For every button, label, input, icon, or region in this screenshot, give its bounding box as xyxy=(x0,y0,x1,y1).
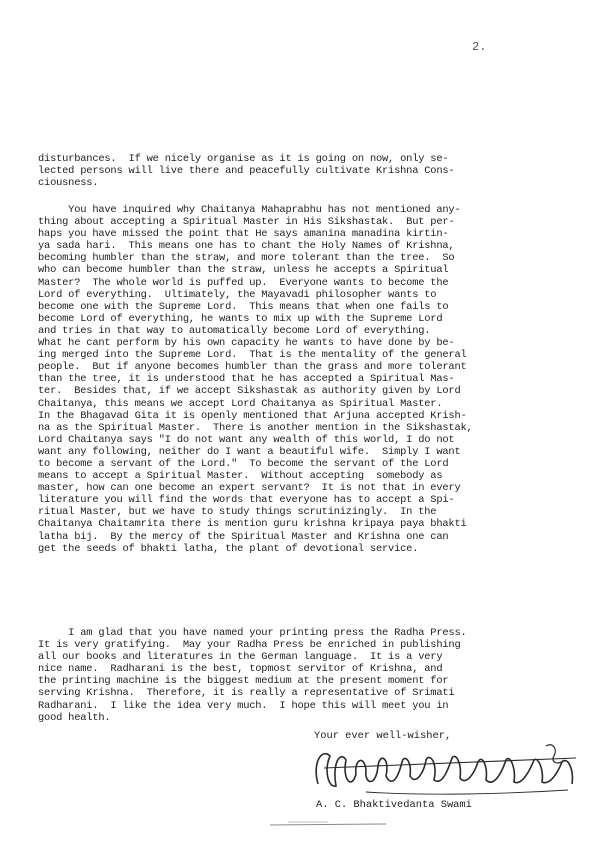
text-line: all our books and literatures in the German language. It is a very xyxy=(38,651,443,664)
text-line: latha bij. By the mercy of the Spiritual Master and Krishna one can xyxy=(38,530,449,543)
text-line: want any following, neither do I want a beautiful wife. Simply I want xyxy=(38,445,461,458)
text-line: lected persons will live there and peacefully cultivate Krishna Cons- xyxy=(38,165,455,178)
paragraph-1 xyxy=(38,153,582,189)
paragraph-2 xyxy=(38,204,582,555)
text-line: become Lord of everything, he wants to mix up with the Supreme Lord xyxy=(38,312,443,325)
text-line: the printing machine is the biggest medium at the present moment for xyxy=(38,675,449,688)
text-line: ritual Master, but we have to study things scrutinizingly. In the xyxy=(38,506,437,519)
text-line: You have inquired why Chaitanya Mahaprabhu has not mentioned any- xyxy=(38,204,461,216)
closing: Your ever well-wisher, xyxy=(314,730,452,742)
text-line: In the Bhagavad Gita it is openly mentioned that Arjuna accepted Krish- xyxy=(38,409,467,422)
text-line: literature you will find the words that everyone has to accept a Spi- xyxy=(38,494,455,507)
text-line: haps you have missed the point that He says amanina manadina kirtin- xyxy=(38,228,449,241)
text-line: people. But if anyone becomes humbler than the grass and more tolerant xyxy=(38,361,467,374)
text-line: Chaitanya, this means we accept Lord Chaitanya as Spiritual Master. xyxy=(38,397,443,410)
text-line: means to accept a Spiritual Master. Without accepting somebody as xyxy=(38,470,443,483)
text-line: Lord Chaitanya says "I do not want any wealth of this world, I do not xyxy=(38,433,455,446)
text-line: serving Krishna. Therefore, it is really a representative of Srimati xyxy=(38,687,455,700)
text-line: Master? The whole world is puffed up. Everyone wants to become the xyxy=(38,276,449,289)
text-line: get the seeds of bhakti latha, the plant of devotional service. xyxy=(38,542,419,555)
text-line: I am glad that you have named your printing press the Radha Press. xyxy=(38,627,467,639)
page-number: 2. xyxy=(472,40,487,54)
handwritten-signature xyxy=(306,740,596,802)
text-line: disturbances. If we nicely organise as it is going on now, only se- xyxy=(38,153,449,165)
signer-name: A. C. Bhaktivedanta Swami xyxy=(316,799,472,811)
text-line: na as the Spiritual Master. There is another mention in the Sikshastak, xyxy=(38,421,473,434)
text-line: ciousness. xyxy=(38,177,99,190)
text-line: become one with the Supreme Lord. This means that when one fails to xyxy=(38,300,449,313)
text-line: thing about accepting a Spiritual Master in His Sikshastak. But per- xyxy=(38,216,455,229)
text-line: What he cant perform by his own capacity he wants to have done by be- xyxy=(38,337,455,350)
text-line: and tries in that way to automatically become Lord of everything. xyxy=(38,324,431,337)
text-line: becoming humbler than the straw, and more tolerant than the tree. So xyxy=(38,252,455,265)
text-line: than the tree, it is understood that he has accepted a Spiritual Mas- xyxy=(38,373,455,386)
text-line: good health. xyxy=(38,711,111,724)
text-line: who can become humbler than the straw, unless he accepts a Spiritual xyxy=(38,264,449,277)
text-line: nice name. Radharani is the best, topmost servitor of Krishna, and xyxy=(38,663,443,676)
text-line: ter. Besides that, if we accept Sikshastak as authority given by Lord xyxy=(38,385,461,398)
text-line: It is very gratifying. May your Radha Press be enriched in publishing xyxy=(38,639,461,652)
text-line: Radharani. I like the idea very much. I hope this will meet you in xyxy=(38,699,449,712)
text-line: Chaitanya Chaitamrita there is mention guru krishna kripaya paya bhakti xyxy=(38,518,467,531)
scan-mark xyxy=(268,818,388,830)
text-line: master, how can one become an expert servant? It is not that in every xyxy=(38,482,461,495)
text-line: to become a servant of the Lord." To become the servant of the Lord xyxy=(38,457,449,470)
paragraph-3 xyxy=(38,627,582,724)
text-line: ya sada hari. This means one has to chant the Holy Names of Krishna, xyxy=(38,240,455,253)
text-line: ing merged into the Supreme Lord. That is the mentality of the general xyxy=(38,349,467,362)
text-line: Lord of everything. Ultimately, the Mayavadi philosopher wants to xyxy=(38,288,437,301)
